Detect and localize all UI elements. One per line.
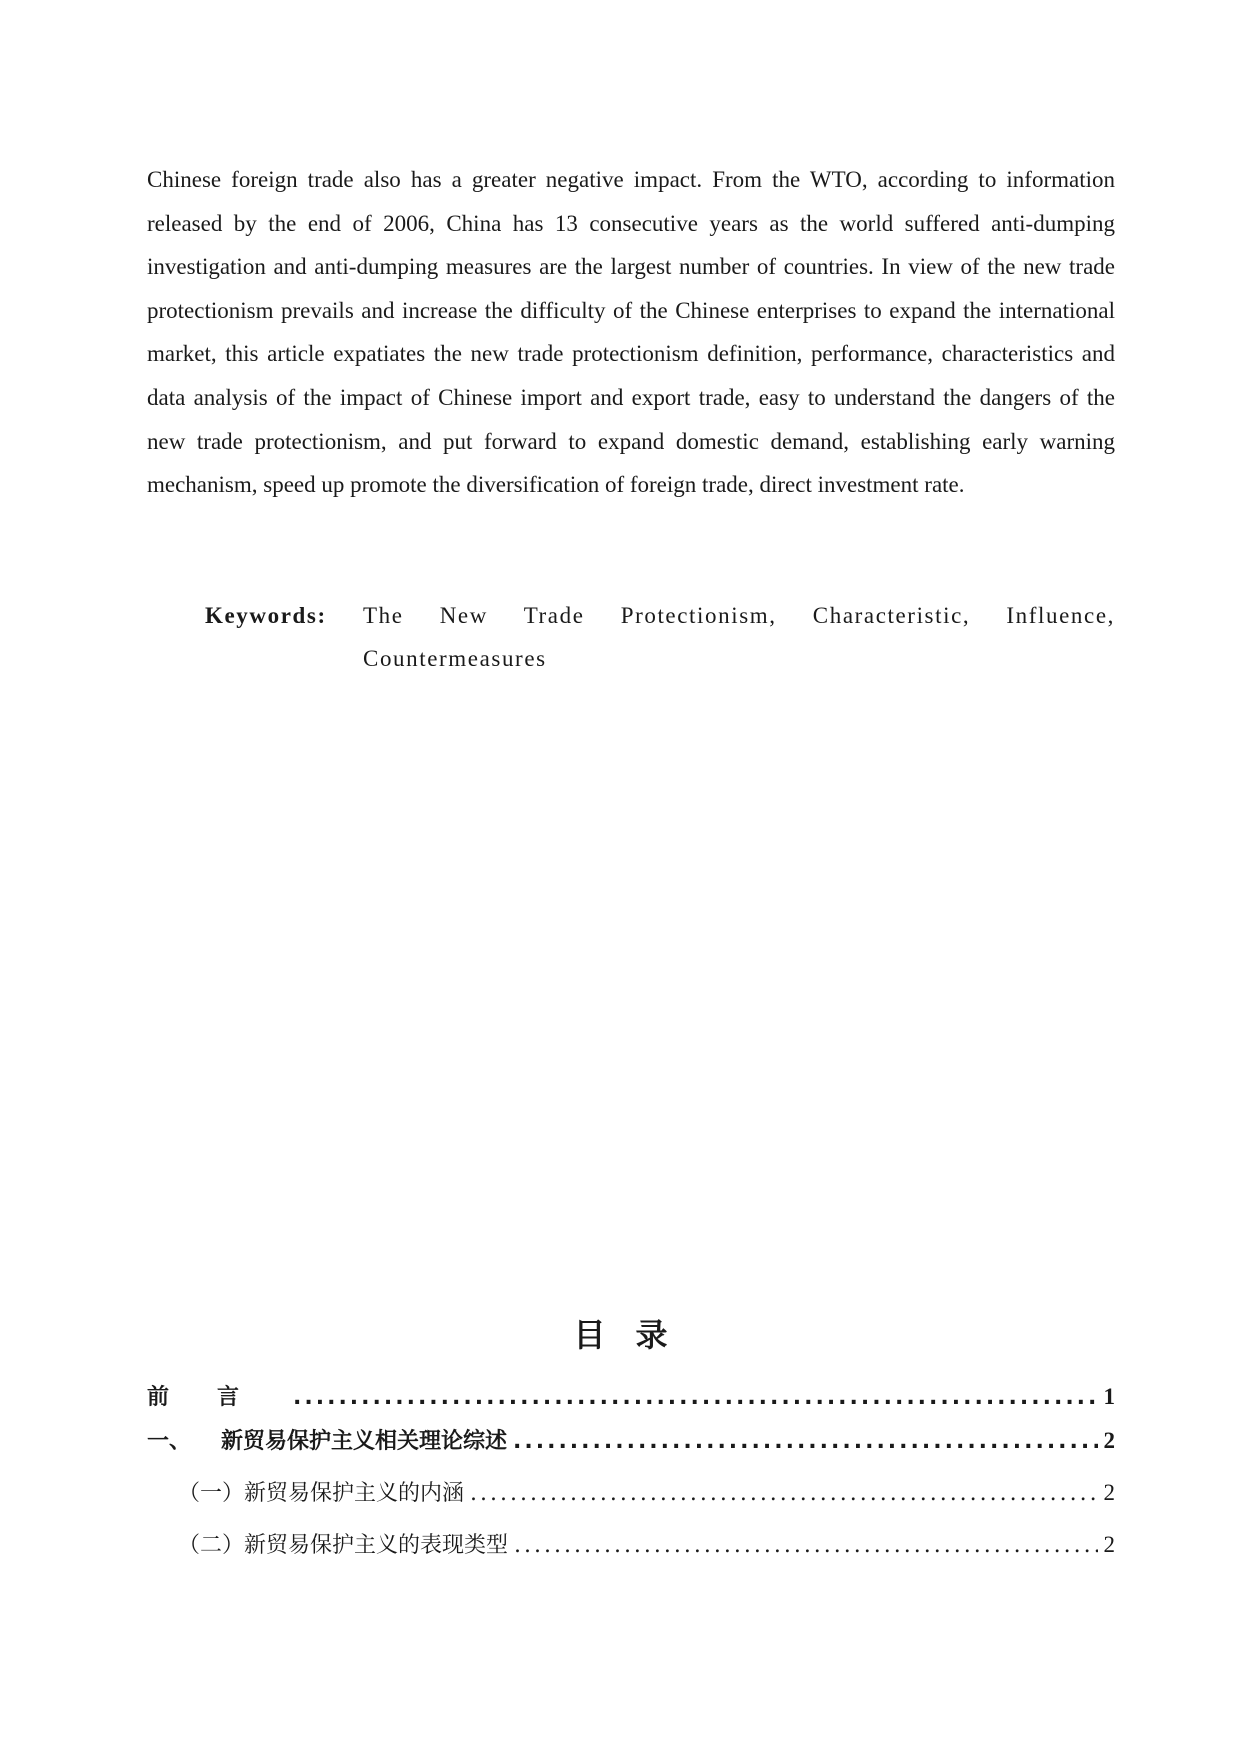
keywords-label: Keywords:	[205, 603, 327, 628]
toc-entry-preface[interactable]	[147, 1380, 1115, 1411]
keywords-value: The New Trade Protectionism, Characteristic, Influence, Countermeasures	[363, 603, 1115, 671]
toc-leader-dots	[470, 1481, 1097, 1506]
toc-entry-text: 新贸易保护主义相关理论综述	[221, 1429, 508, 1454]
toc-entry-number: 一、	[147, 1429, 192, 1454]
toc-entry-chapter-1[interactable]	[147, 1424, 1115, 1455]
toc-title: 目录	[573, 1316, 698, 1354]
toc-entry-text: （一）新贸易保护主义的内涵	[178, 1481, 465, 1506]
toc-entry-text: 前言	[147, 1385, 288, 1410]
toc-page-number: 2	[1103, 1532, 1115, 1557]
toc-entry-section-1-1[interactable]	[178, 1476, 1115, 1507]
toc-page-number: 2	[1103, 1428, 1115, 1453]
toc-leader-dots	[514, 1533, 1097, 1558]
toc-leader-dots	[293, 1385, 1097, 1410]
toc-entry-section-1-2[interactable]	[178, 1528, 1115, 1559]
toc-page-number: 1	[1103, 1384, 1115, 1409]
toc-page-number: 2	[1103, 1480, 1115, 1505]
toc-entry-text: （二）新贸易保护主义的表现类型	[178, 1533, 509, 1558]
keywords-block	[205, 594, 1115, 680]
abstract-paragraph: Chinese foreign trade also has a greater negative impact. From the WTO, according to information released by the end of 2006, China has 13 consecutive years as the world suffered anti-dumping investigation and anti-dumping measures are the largest number of countries. In view of the new trade protectionism prevails and increase the difficulty of the Chinese enterprises to expand the international market, this article expatiates the new trade protectionism definition, performance, characteristics and data analysis of the impact of Chinese import and export trade, easy to understand the dangers of the new trade protectionism, and put forward to expand domestic demand, establishing early warning mechanism, speed up promote the diversification of foreign trade, direct investment rate.	[147, 167, 1115, 498]
toc-leader-dots	[513, 1429, 1097, 1454]
